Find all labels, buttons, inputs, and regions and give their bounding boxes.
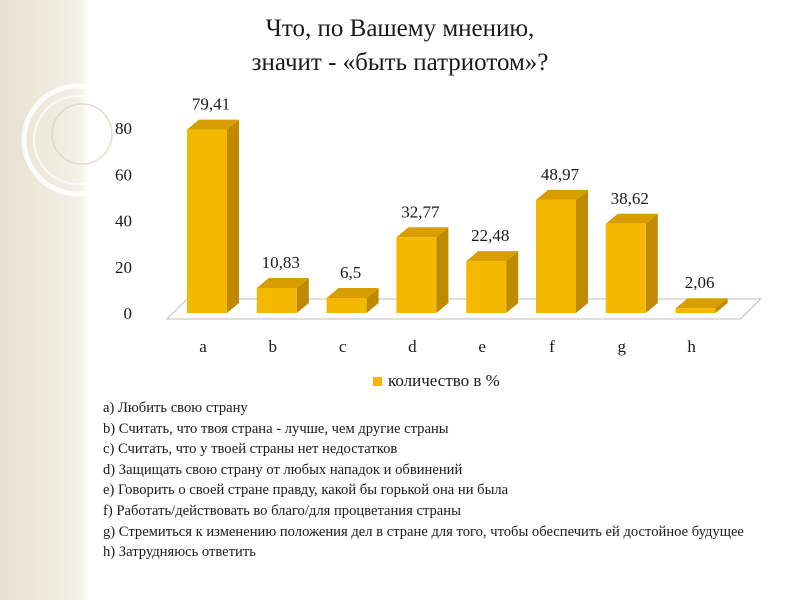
x-tick-label-e: e <box>478 337 486 356</box>
answer-option-d: d) Защищать свою страну от любых нападок и обвинений <box>103 461 463 478</box>
bar-side-d <box>436 227 448 313</box>
deco-ring-small <box>52 104 112 164</box>
data-label-a: 79,41 <box>191 94 231 114</box>
data-label-f: 48,97 <box>540 164 580 184</box>
bar-c <box>327 298 367 313</box>
x-tick-label-c: c <box>338 337 347 356</box>
data-label-d: 32,77 <box>401 202 440 222</box>
chart-legend <box>373 371 500 391</box>
answer-option-g: g) Стремиться к изменению положения дел в стране для того, чтобы обеспечить ей достойное будущее <box>103 523 744 540</box>
bar-a <box>187 130 227 313</box>
x-tick-label-d: d <box>408 337 417 356</box>
bar-chart <box>110 88 770 363</box>
y-tick-label: 0 <box>123 304 132 323</box>
slide-title <box>150 12 650 80</box>
bar-side-g <box>646 214 658 313</box>
answer-option-f: f) Работать/действовать во благо/для процветания страны <box>103 502 461 519</box>
x-tick-label-h: h <box>687 337 696 356</box>
x-tick-label-a: a <box>199 337 207 356</box>
bar-side-a <box>227 120 239 313</box>
deco-ring-inner <box>34 96 122 184</box>
bar-h <box>676 308 716 313</box>
x-tick-label-b: b <box>268 337 278 356</box>
data-label-h: 2,06 <box>684 273 715 293</box>
answer-option-a: а) Любить свою страну <box>103 400 248 416</box>
y-tick-label: 20 <box>115 257 132 277</box>
legend-label: количество в % <box>388 371 500 390</box>
answer-option-e: e) Говорить о своей стране правду, какой бы горькой она ни была <box>103 482 509 499</box>
data-label-b: 10,83 <box>261 252 300 272</box>
x-tick-label-f: f <box>549 337 555 356</box>
answer-option-c: c) Считать, что у твоей страны нет недостатков <box>103 441 398 458</box>
bar-b <box>257 288 297 313</box>
y-tick-label: 80 <box>115 119 132 139</box>
bar-d <box>396 237 436 313</box>
bar-side-f <box>576 190 588 313</box>
bar-side-e <box>506 251 518 313</box>
chart-floor <box>167 299 761 319</box>
answer-option-b: b) Считать, что твоя страна - лучше, чем другие страны <box>103 420 449 437</box>
y-tick-label: 40 <box>115 211 132 231</box>
data-label-g: 38,62 <box>610 188 649 208</box>
legend-swatch <box>373 377 382 386</box>
answer-option-h: h) Затрудняюсь ответить <box>103 544 256 561</box>
data-label-c: 6,5 <box>339 262 362 282</box>
y-tick-label: 60 <box>115 165 132 185</box>
title-line-1: Что, по Вашему мнению, <box>265 15 535 42</box>
title-line-2: значит - «быть патриотом»? <box>251 49 549 76</box>
data-label-e: 22,48 <box>471 226 510 246</box>
bar-f <box>536 200 576 313</box>
bar-e <box>466 261 506 313</box>
x-tick-label-g: g <box>617 337 627 356</box>
bar-g <box>606 224 646 313</box>
answer-options-list <box>103 398 763 563</box>
